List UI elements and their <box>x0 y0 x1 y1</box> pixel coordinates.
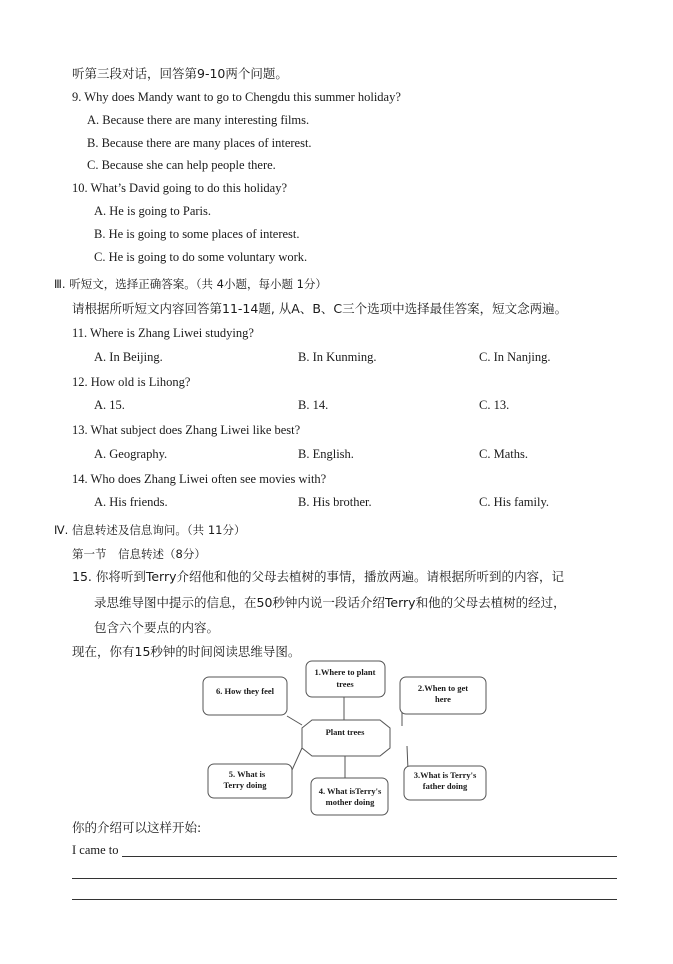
node2-text-2: here <box>435 694 451 704</box>
part4-heading: Ⅳ. 信息转述及信息询问。（共 11分） <box>54 523 246 537</box>
q14-option-b: B. His brother. <box>298 495 372 509</box>
q12-option-a: A. 15. <box>94 398 125 412</box>
node-how-they-feel <box>203 677 287 715</box>
q13-option-b: B. English. <box>298 447 354 461</box>
q11-option-c: C. In Nanjing. <box>479 350 551 364</box>
answer-line-2[interactable] <box>72 878 617 879</box>
q9-option-c: C. Because she can help people there. <box>87 158 276 172</box>
section1-title: 第一节 信息转述（8分） <box>72 547 206 561</box>
start-hint: 你的介绍可以这样开始: <box>72 820 202 835</box>
q9-option-b: B. Because there are many places of interest. <box>87 136 312 150</box>
connector-n6 <box>287 716 302 725</box>
q15-text-line1: 15. 你将听到Terry介绍他和他的父母去植树的事情，播放两遍。请根据所听到的内容，记 <box>72 569 565 584</box>
q13-question: 13. What subject does Zhang Liwei like best? <box>72 423 301 437</box>
start-text: I came to <box>72 843 119 857</box>
node4-text-2: mother doing <box>325 797 375 807</box>
mind-map <box>202 660 488 818</box>
q14-option-c: C. His family. <box>479 495 550 509</box>
q14-question: 14. Who does Zhang Liwei often see movies with? <box>72 472 327 486</box>
node5-text-2: Terry doing <box>223 780 267 790</box>
q10-option-a: A. He is going to Paris. <box>94 204 212 218</box>
connector-n5 <box>292 748 302 770</box>
q11-option-b: B. In Kunming. <box>298 350 377 364</box>
node3-text-1: 3.What is Terry's <box>413 770 477 780</box>
answer-line-1[interactable] <box>122 856 617 857</box>
reading-time-note: 现在，你有15秒钟的时间阅读思维导图。 <box>72 644 301 659</box>
center-text: Plant trees <box>325 727 365 737</box>
node-plant-trees <box>302 720 390 756</box>
q12-question: 12. How old is Lihong? <box>72 375 191 389</box>
q10-option-c: C. He is going to do some voluntary work. <box>94 250 308 264</box>
node5-text-1: 5. What is <box>228 769 266 779</box>
node2-text-1: 2.When to get <box>417 683 469 693</box>
q13-option-a: A. Geography. <box>94 447 168 461</box>
q15-text-line3: 包含六个要点的内容。 <box>94 620 220 635</box>
q10-option-b: B. He is going to some places of interest. <box>94 227 300 241</box>
q12-option-b: B. 14. <box>298 398 329 412</box>
node1-text-1: 1.Where to plant <box>314 667 376 677</box>
answer-line-3[interactable] <box>72 899 617 900</box>
q9-question: 9. Why does Mandy want to go to Chengdu this summer holiday? <box>72 90 401 104</box>
q11-question: 11. Where is Zhang Liwei studying? <box>72 326 254 340</box>
q9-option-a: A. Because there are many interesting films. <box>87 113 310 127</box>
node1-text-2: trees <box>336 679 354 689</box>
node6-text-1: 6. How they feel <box>215 686 275 696</box>
q13-option-c: C. Maths. <box>479 447 528 461</box>
node3-text-2: father doing <box>422 781 468 791</box>
section3-intro: 听第三段对话，回答第9-10两个问题。 <box>72 66 288 81</box>
q11-option-a: A. In Beijing. <box>94 350 163 364</box>
part3-heading: Ⅲ. 听短文，选择正确答案。（共 4小题，每小题 1分） <box>54 277 327 291</box>
q10-question: 10. What’s David going to do this holiday? <box>72 181 288 195</box>
part3-instruction: 请根据所听短文内容回答第11-14题, 从A、B、C三个选项中选择最佳答案，短文念两遍。 <box>72 301 568 316</box>
node4-text-1: 4. What isTerry's <box>318 786 382 796</box>
q14-option-a: A. His friends. <box>94 495 168 509</box>
q15-text-line2: 录思维导图中提示的信息，在50秒钟内说一段话介绍Terry和他的父母去植树的经过， <box>94 595 566 610</box>
q12-option-c: C. 13. <box>479 398 510 412</box>
